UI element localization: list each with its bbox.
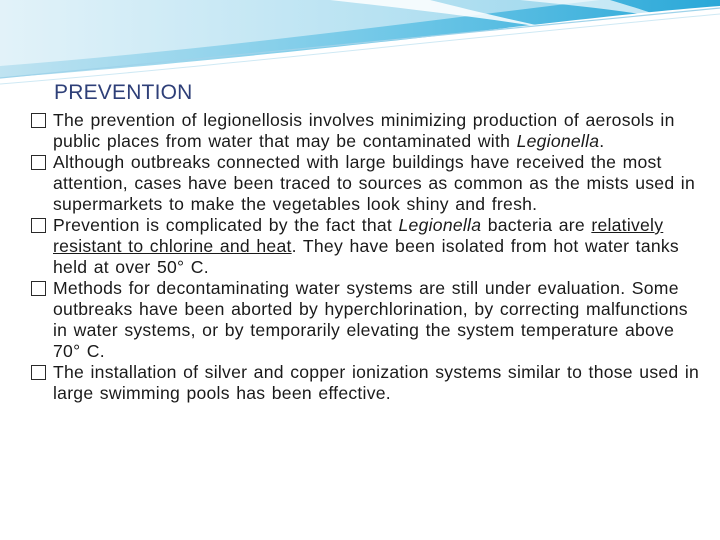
bullet-text: Methods for decontaminating water systems are still under evaluation. Some outbreaks have been aborted by hyperchlorination, by correcting malfunctions in water systems, or by temporarily elevating the system temperature above 70° C. [53, 278, 688, 361]
empty-square-icon [31, 155, 46, 170]
bullet-italic-text: Legionella [398, 215, 482, 235]
bullet-item [30, 215, 702, 278]
bullet-italic-text: Legionella [516, 131, 600, 151]
bullet-text: Although outbreaks connected with large buildings have received the most attention, cases have been traced to sources as common as the mists used in supermarkets to make the vegetables look shiny and fresh. [53, 152, 695, 214]
bullet-text: The installation of silver and copper ionization systems similar to those used in large swimming pools has been effective. [53, 362, 700, 403]
bullet-item [30, 278, 702, 362]
bullet-text: . They have been isolated from hot water tanks held at over 50° C. [53, 236, 679, 277]
slide-title: PREVENTION [54, 81, 193, 104]
empty-square-icon [31, 281, 46, 296]
bullet-item [30, 152, 702, 215]
bullet-text: bacteria are [481, 215, 592, 235]
empty-square-icon [31, 113, 46, 128]
empty-square-icon [31, 365, 46, 380]
bullet-item [30, 362, 702, 404]
bullet-text: Prevention is complicated by the fact that [53, 215, 399, 235]
bullet-item [30, 110, 702, 152]
bullet-list [30, 110, 702, 404]
bullet-text: The prevention of legionellosis involves minimizing production of aerosols in public places from water that may be contaminated with [53, 110, 675, 151]
header-wave-decoration [0, 0, 720, 90]
underlined-phrase: relatively resistant to chlorine and heat [53, 215, 664, 256]
empty-square-icon [31, 218, 46, 233]
bullet-text: . [599, 131, 605, 151]
